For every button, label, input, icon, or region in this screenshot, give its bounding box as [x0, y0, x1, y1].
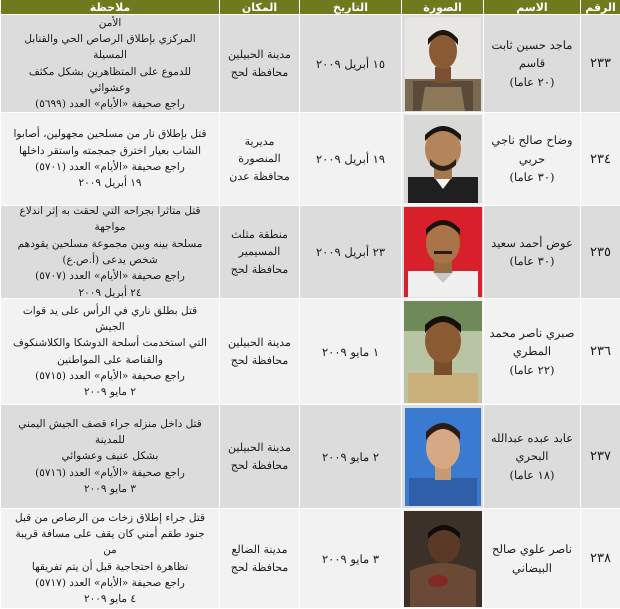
note-line: الأمن	[98, 16, 122, 29]
row-number: ٢٣٦	[580, 299, 620, 405]
row-photo	[401, 509, 483, 609]
place-line: محافظة لحج	[230, 262, 289, 276]
row-date: ١٥ أبريل ٢٠٠٩	[299, 15, 401, 113]
note-line: راجع صحيفة «الأيام» العدد (٥٧١٧)	[35, 576, 185, 589]
row-note	[0, 206, 219, 299]
place-line: محافظة لحج	[230, 560, 289, 574]
portrait-photo	[404, 301, 482, 403]
row-number: ٢٣٣	[580, 15, 620, 113]
row-place	[219, 15, 299, 113]
person-age: (٢٢ عاما)	[509, 362, 555, 377]
row-photo	[401, 113, 483, 206]
person-name: عابد عبده عبدالله البحري	[490, 430, 574, 464]
row-number: ٢٣٨	[580, 509, 620, 609]
header-note: ملاحظة	[0, 0, 219, 15]
person-age: (٣٠ عاما)	[509, 254, 555, 268]
place-line: محافظة لحج	[230, 458, 289, 472]
place-line: محافظة عدن	[229, 169, 290, 183]
row-photo	[401, 405, 483, 509]
place-line: محافظة لحج	[230, 353, 289, 367]
row-number: ٢٣٥	[580, 206, 620, 299]
row-date: ٣ مايو ٢٠٠٩	[299, 509, 401, 609]
row-photo	[401, 15, 483, 113]
person-name: عوض أحمد سعيد	[491, 235, 573, 250]
row-note	[0, 509, 219, 609]
person-age: (٢٠ عاما)	[509, 74, 555, 89]
header-photo: الصورة	[401, 0, 483, 15]
note-line: راجع صحيفة «الأيام» العدد (٥٧٠١)	[35, 161, 185, 173]
note-line: راجع صحيفة «الأيام» العدد (٥٧١٦)	[35, 466, 185, 479]
person-name-line2: البيضاني	[512, 560, 552, 575]
person-name: ماجد حسين ثابت قاسم	[491, 37, 573, 71]
portrait-photo	[405, 408, 481, 506]
person-name: صبري ناصر محمد المطري	[489, 325, 575, 359]
header-date: التاريخ	[299, 0, 401, 15]
note-line: قتل بطلق ناري في الرأس على يد قوات الجيش	[22, 304, 198, 333]
note-line: قتل متأثرا بجراحه التي لحقت به إثر اندلاع مواجهة	[19, 206, 201, 234]
person-name: وضاح صالح ناجي حربي	[491, 133, 573, 166]
row-note	[0, 299, 219, 405]
note-line: الشاب بعيار اخترق جمجمته واستقر داخلها	[18, 144, 202, 157]
note-line: تظاهرة احتجاجية قبل أن يتم تفريقها	[31, 560, 189, 573]
place-line: منطقة مثلث	[231, 227, 288, 241]
note-line: مسلحة بينه وبين مجموعة مسلحين يقودهم	[17, 237, 203, 250]
note-line: ٢٤ أبريل ٢٠٠٩	[78, 286, 142, 299]
note-line: شخص يدعى (أ.ص.ع)	[62, 254, 158, 266]
row-name	[483, 113, 580, 206]
row-date: ٢ مايو ٢٠٠٩	[299, 405, 401, 509]
row-name	[483, 206, 580, 299]
place-line: المسيمير	[238, 245, 281, 259]
note-line: المركزي بإطلاق الرصاص الحي والقنابل المسيلة	[24, 32, 196, 62]
note-line: قتل جراء إطلاق زخات من الرصاص من قبل	[14, 511, 206, 524]
row-number: ٢٣٤	[580, 113, 620, 206]
header-name: الاسم	[483, 0, 580, 15]
note-line: جنود طقم أمني كان يقف على مسافة قريبة من	[15, 527, 205, 557]
note-line: راجع صحيفة «الأيام» العدد (٥٦٩٩)	[35, 98, 185, 111]
row-date: ١ مايو ٢٠٠٩	[299, 299, 401, 405]
note-line: التي استخدمت أسلحة الدوشكا والكلاشنكوف	[13, 337, 207, 350]
note-line: بشكل عنيف وعشوائي	[61, 450, 159, 463]
row-place	[219, 299, 299, 405]
note-line: قتل داخل منزله جراء قصف الجيش اليمني للمدينة	[18, 417, 202, 447]
note-line: ٢ مايو ٢٠٠٩	[83, 386, 137, 399]
person-age: (٣٠ عاما)	[509, 170, 555, 185]
row-name	[483, 299, 580, 405]
row-name	[483, 405, 580, 509]
place-line: محافظة لحج	[230, 65, 289, 79]
row-note	[0, 113, 219, 206]
place-line: مدينة الحبيلين	[228, 440, 291, 454]
place-line: مدينة الضالع	[231, 542, 288, 556]
row-name	[483, 509, 580, 609]
row-place	[219, 206, 299, 299]
row-name	[483, 15, 580, 113]
row-place	[219, 509, 299, 609]
note-line: ٤ مايو ٢٠٠٩	[83, 593, 137, 606]
place-line: مدينة الحبيلين	[228, 335, 291, 349]
place-line: مديرية المنصورة	[238, 134, 281, 166]
header-number: الرقم	[580, 0, 620, 15]
row-note	[0, 405, 219, 509]
place-line: مدينة الحبيلين	[228, 47, 291, 61]
note-line: ٣ مايو ٢٠٠٩	[83, 482, 137, 495]
row-place	[219, 405, 299, 509]
header-place: المكان	[219, 0, 299, 15]
note-line: ١٩ أبريل ٢٠٠٩	[78, 177, 142, 190]
note-line: للدموع على المتظاهرين بشكل مكثف وعشوائي	[28, 65, 192, 94]
person-name: ناصر علوي صالح	[492, 542, 572, 557]
portrait-photo	[404, 207, 482, 297]
row-date: ١٩ أبريل ٢٠٠٩	[299, 113, 401, 206]
portrait-photo	[405, 17, 481, 111]
note-line: راجع صحيفة «الأيام» العدد (٥٧١٥)	[35, 369, 185, 382]
row-place	[219, 113, 299, 206]
row-number: ٢٣٧	[580, 405, 620, 509]
portrait-photo	[404, 511, 482, 607]
note-line: راجع صحيفة «الأيام» العدد (٥٧٠٧)	[35, 270, 185, 283]
row-note	[0, 15, 219, 113]
row-photo	[401, 299, 483, 405]
portrait-photo	[404, 115, 482, 203]
row-photo	[401, 206, 483, 299]
row-date: ٢٣ أبريل ٢٠٠٩	[299, 206, 401, 299]
person-age: (١٨ عاما)	[509, 467, 555, 482]
note-line: قتل بإطلاق نار من مسلحين مجهولين، أصابوا	[13, 128, 207, 141]
note-line: والقناصة على المواطنين	[57, 353, 163, 366]
